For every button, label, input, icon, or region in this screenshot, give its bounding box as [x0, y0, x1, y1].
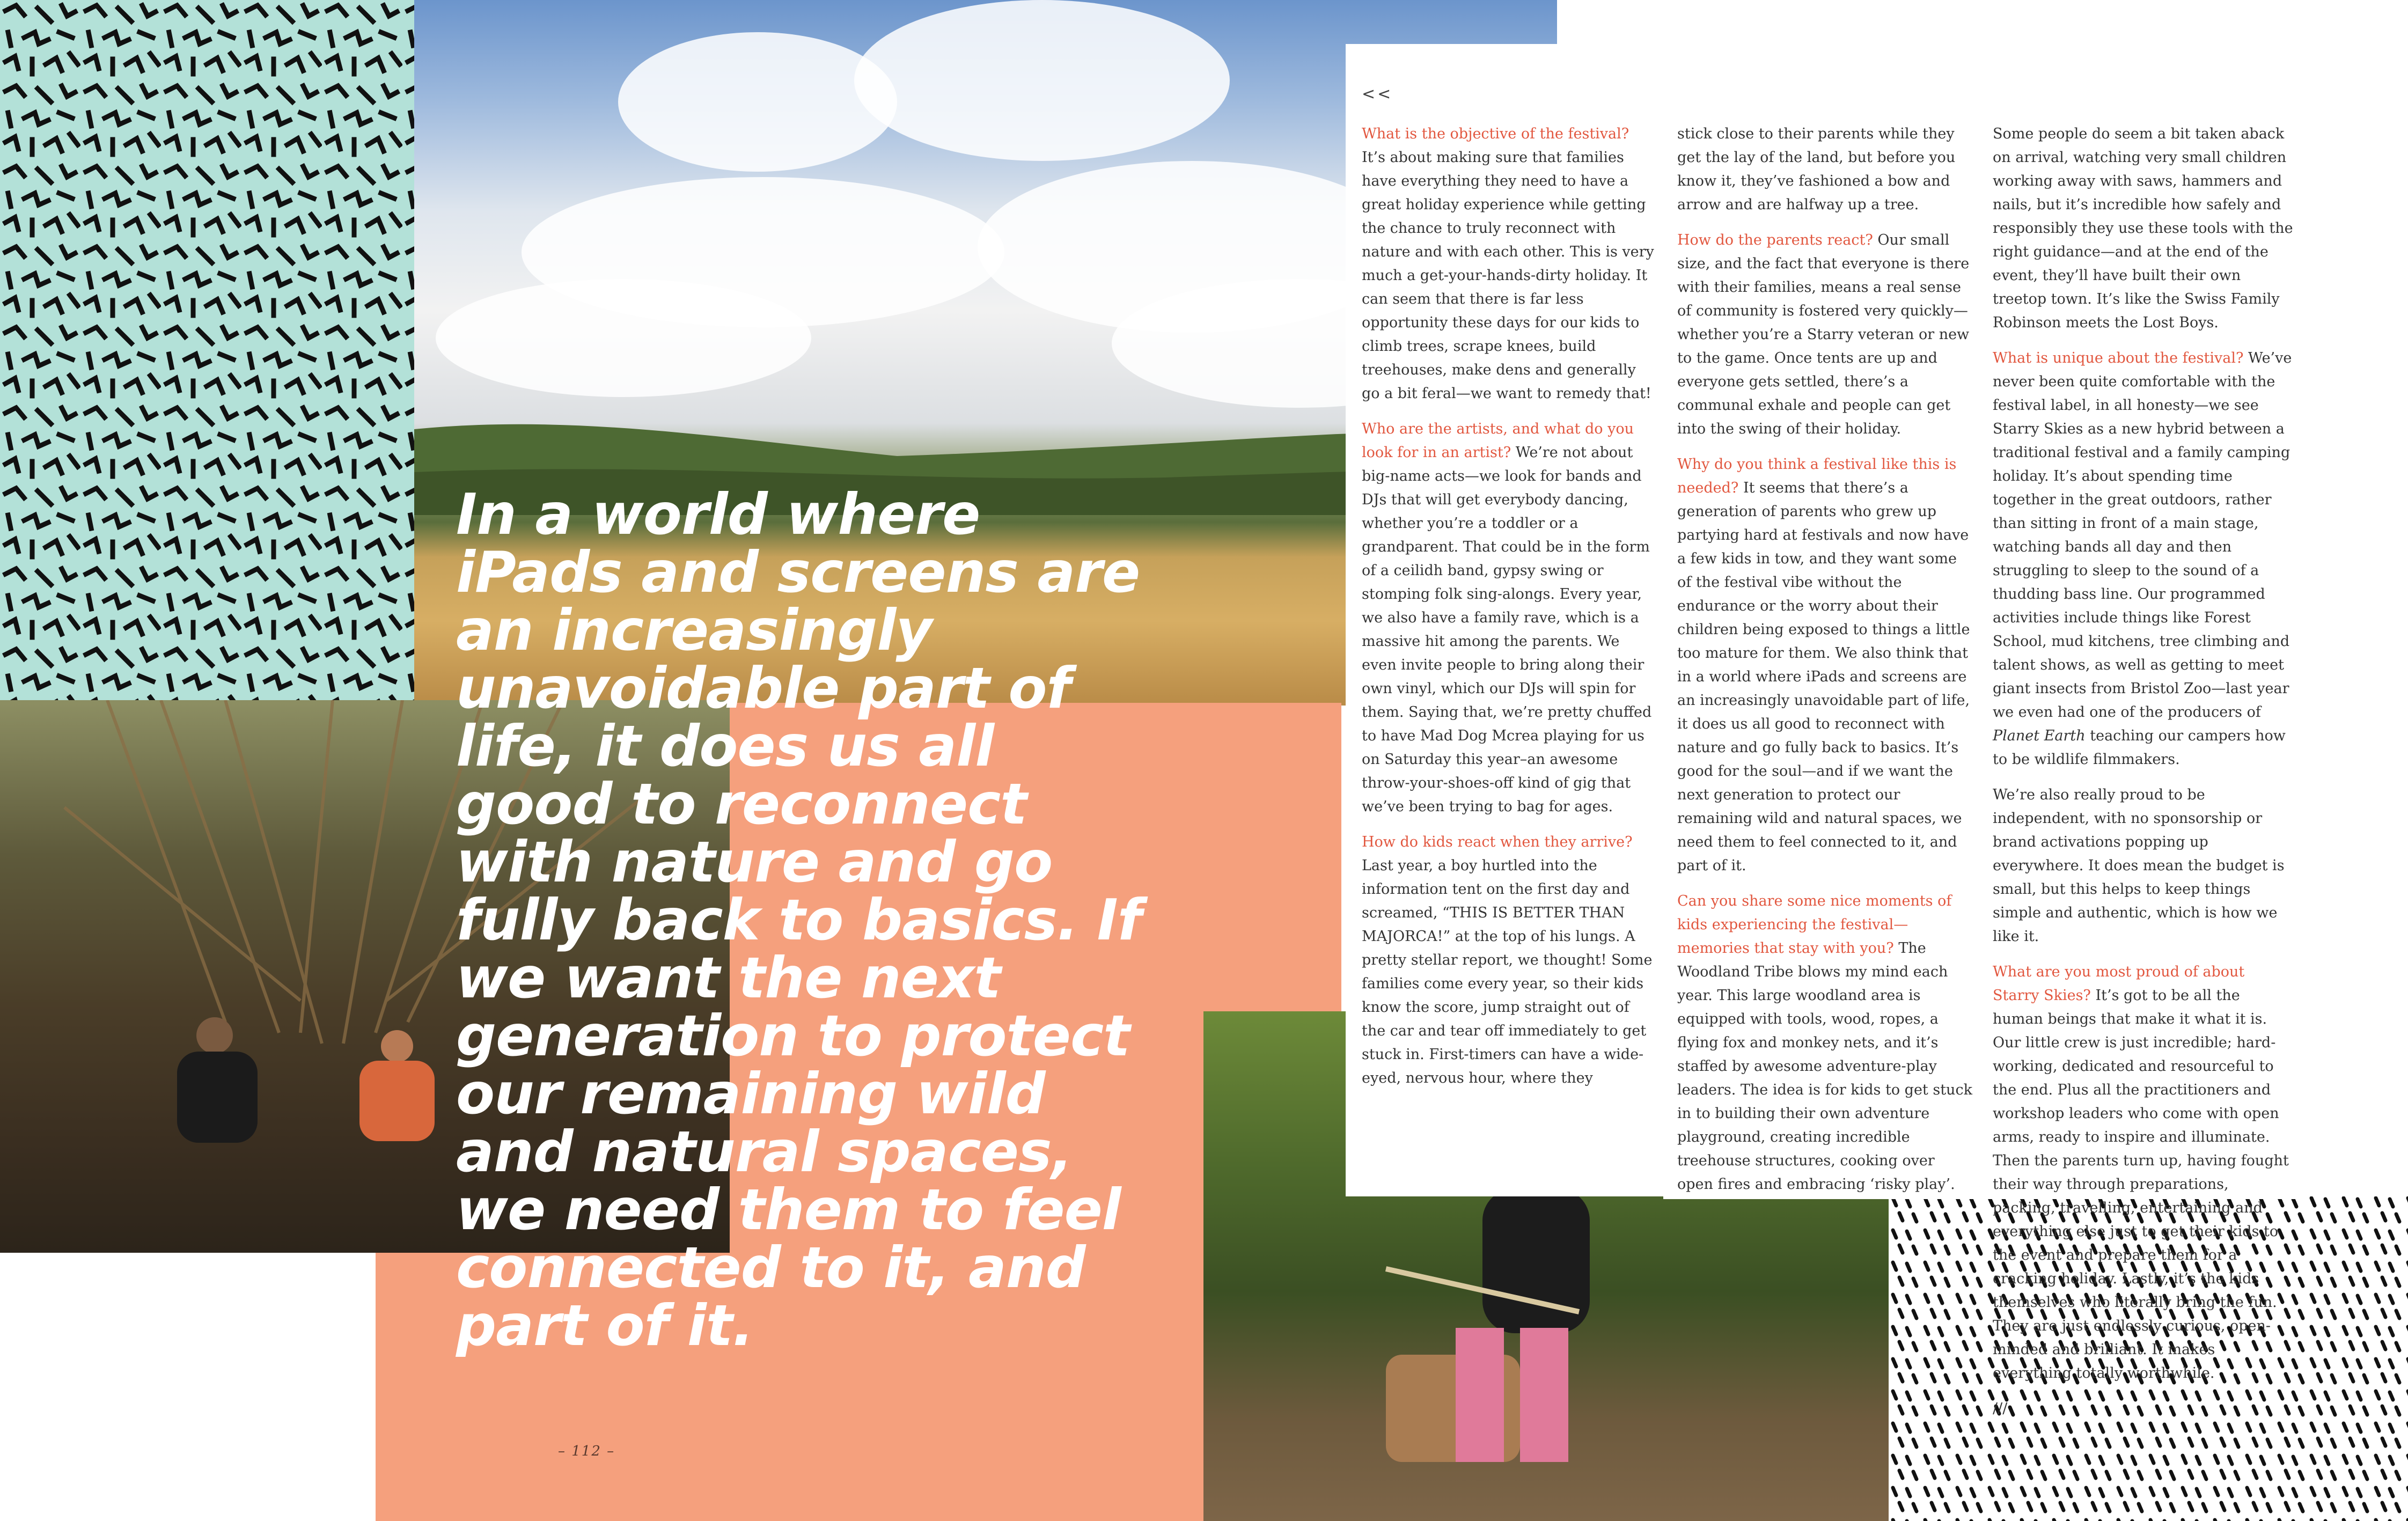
qa-paragraph — [1677, 890, 1973, 1196]
answer-text: It’s got to be all the human beings that make it what it is. Our little crew is just incredible; hard-working, dedicated and resourceful to the end. Plus all the practitioners and workshop leaders who come with open arms, ready to inspire and illuminate. Then the parents turn up, having fought their way through preparations, packing, travelling, entertaining and everything else just to get their kids to the event and prepare them for a cracking holiday. Lastly, it’s the kids themselves who literally bring the fun. They are just endlessly curious, open-minded and brilliant. It makes everything totally worthwhile. — [1993, 987, 2289, 1382]
pull-quote: In a world where iPads and screens are an increasingly unavoidable part of life, it does us all good to reconnect with nature and go fully back to basics. If we want the next generation to protect our remaining wild and natural spaces, we need them to feel connected to it, and part of it. — [456, 482, 1142, 1358]
answer-text: teaching our campers how to be wildlife filmmakers. — [1993, 728, 2286, 768]
question-text: What is the objective of the festival? — [1362, 126, 1629, 142]
article-column-2 — [1677, 122, 1973, 1208]
qa-paragraph — [1362, 417, 1657, 819]
end-mark: /// — [1993, 1400, 2008, 1417]
question-text: How do the parents react? — [1677, 232, 1873, 248]
qa-paragraph — [1677, 122, 1973, 217]
body-paragraph: We’re also really proud to be independent, with no sponsorship or brand activations popping up everywhere. It does mean the budget is small, but this helps to keep things simple and authentic, which is how we like it. — [1993, 787, 2285, 945]
qa-paragraph — [1993, 347, 2293, 771]
qa-paragraph — [1362, 122, 1657, 406]
answer-text: The Woodland Tribe blows my mind each year. This large woodland area is equipped with tools, wood, ropes, a flying fox and monkey nets, and it’s staffed by awesome adventure-play leaders. The idea is for kids to get stuck in to building their own adventure playground, creating incredible treehouse structures, cooking over open fires and embracing ‘risky play’. — [1677, 940, 1972, 1193]
title-emphasis: Planet Earth — [1993, 728, 2086, 744]
qa-paragraph — [1993, 960, 2293, 1385]
answer-text: stick close to their parents while they get the lay of the land, but before you know it, they’ve fashioned a bow and arrow and are halfway up a tree. — [1677, 126, 1956, 213]
squiggle-pattern-graphic — [0, 0, 419, 700]
article-column-1 — [1362, 122, 1657, 1102]
page-number: – 112 – — [558, 1443, 615, 1459]
answer-text: We’ve never been quite comfortable with the festival label, in all honesty—we see Starry Skies as a new hybrid between a traditional festival and a family camping holiday. It’s about spending time together in the great outdoors, rather than sitting in front of a main stage, watching bands all day and then struggling to sleep to the sound of a thudding bass line. Our programmed activities include things like Forest School, mud kitchens, tree climbing and talent shows, as well as getting to meet giant insects from Bristol Zoo—last year we even had one of the producers of — [1993, 350, 2292, 721]
memphis-pattern-image — [0, 0, 419, 700]
question-text: What is unique about the festival? — [1993, 350, 2244, 366]
question-text: Who are the artists, and what do you look for in an artist? — [1362, 421, 1634, 461]
answer-text: Last year, a boy hurtled into the information tent on the first day and screamed, “THIS IS BETTER THAN MAJORCA!” at the top of his lungs. A pretty stellar report, we thought! Some families come every year, so their kids know the score, jump straight out of the car and tear off immediately to get stuck in. First-timers can have a wide-eyed, nervous hour, where they — [1362, 857, 1653, 1086]
qa-paragraph — [1677, 229, 1973, 441]
answer-text: It seems that there’s a generation of parents who grew up partying hard at festivals and now have a few kids in tow, and they want some of the festival vibe without the endurance or the worry about their children being exposed to things a little too mature for them. We also think that in a world where iPads and screens are an increasingly unavoidable part of life, it does us all good to reconnect with nature and go fully back to basics. It’s good for the soul—and if we want the next generation to protect our remaining wild and natural spaces, we need them to feel connected to it, and part of it. — [1677, 480, 1970, 874]
qa-paragraph — [1362, 831, 1657, 1090]
question-text: How do kids react when they arrive? — [1362, 834, 1633, 850]
body-paragraph: Some people do seem a bit taken aback on arrival, watching very small children working away with saws, hammers and nails, but it’s incredible how safely and responsibly they use these tools with the right guidance—and at the end of the event, they’ll have built their own treetop town. It’s like the Swiss Family Robinson meets the Lost Boys. — [1993, 126, 2293, 331]
article-column-3 — [1993, 122, 2293, 1432]
question-text: Can you share some nice moments of kids experiencing the festival—memories that stay with you? — [1677, 893, 1952, 957]
qa-paragraph — [1677, 453, 1973, 878]
question-text: Why do you think a festival like this is needed? — [1677, 456, 1957, 496]
question-text: What are you most proud of about Starry Skies? — [1993, 964, 2245, 1004]
answer-text: It’s about making sure that families have everything they need to have a great holiday experience while getting the chance to truly reconnect with nature and with each other. This is very much a get-your-hands-dirty holiday. It can seem that there is far less opportunity these days for our kids to climb trees, scrape knees, build treehouses, make dens and generally go a bit feral—we want to remedy that! — [1362, 149, 1654, 402]
answer-text: Our small size, and the fact that everyone is there with their families, means a real sense of community is fostered very quickly—whether you’re a Starry veteran or new to the game. Once tents are up and everyone gets settled, there’s a communal exhale and people can get into the swing of their holiday. — [1677, 232, 1970, 437]
answer-text: We’re not about big-name acts—we look for bands and DJs that will get everybody dancing, whether you’re a toddler or a grandparent. That could be in the form of a ceilidh band, gypsy swing or stomping folk sing-alongs. Every year, we also have a family rave, which is a massive hit among the parents. We even invite people to bring along their own vinyl, which our DJs will spin for them. Saying that, we’re pretty chuffed to have Mad Dog Mcrea playing for us on Saturday this year–an awesome throw-your-shoes-off kind of gig that we’ve been trying to bag for ages. — [1362, 444, 1652, 815]
back-nav-link[interactable]: << — [1362, 85, 1393, 104]
